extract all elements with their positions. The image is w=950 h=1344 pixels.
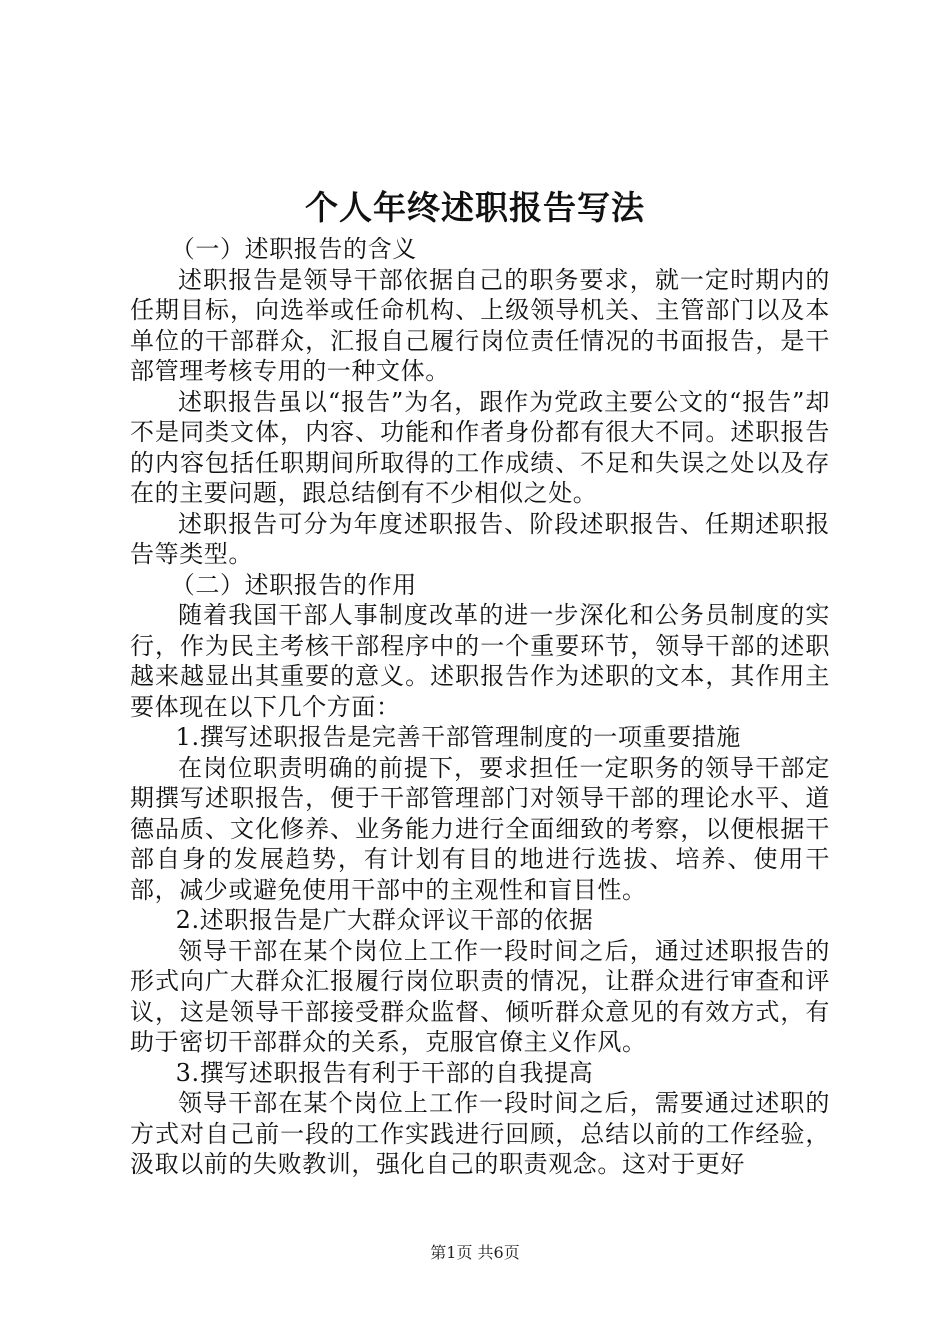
subheading-1: 1.撰写述职报告是完善干部管理制度的一项重要措施	[175, 723, 741, 751]
page-footer: 第1页 共6页	[430, 1243, 520, 1262]
section-heading-2: （二）述职报告的作用	[170, 570, 417, 599]
document-title: 个人年终述职报告写法	[305, 188, 645, 227]
body-paragraph: 述职报告可分为年度述职报告、阶段述职报告、任期述职报告等类型。	[130, 509, 830, 568]
body-paragraph: 述职报告是领导干部依据自己的职务要求，就一定时期内的任期目标，向选举或任命机构、上级领导机关、主管部门以及本单位的干部群众，汇报自己履行岗位责任情况的书面报告，是干部管理考核专用的一种文体。	[130, 265, 830, 385]
body-paragraph: 在岗位职责明确的前提下，要求担任一定职务的领导干部定期撰写述职报告，便于干部管理部门对领导干部的理论水平、道德品质、文化修养、业务能力进行全面细致的考察，以便根据干部自身的发展趋势，有计划有目的地进行选拔、培养、使用干部，减少或避免使用干部中的主观性和盲目性。	[130, 753, 830, 904]
subheading-3: 3.撰写述职报告有利于干部的自我提高	[175, 1058, 594, 1087]
section-heading-1: （一）述职报告的含义	[170, 235, 417, 263]
body-paragraph: 述职报告虽以“报告”为名，跟作为党政主要公文的“报告”却不是同类文体，内容、功能和作者身份都有很大不同。述职报告的内容包括任职期间所取得的工作成绩、不足和失误之处以及存在的主要问题，跟总结倒有不少相似之处。	[130, 387, 830, 507]
body-paragraph: 随着我国干部人事制度改革的进一步深化和公务员制度的实行，作为民主考核干部程序中的一个重要环节，领导干部的述职越来越显出其重要的意义。述职报告作为述职的文本，其作用主要体现在以下几个方面：	[130, 601, 830, 721]
document-body	[130, 234, 830, 1180]
body-paragraph: 领导干部在某个岗位上工作一段时间之后，通过述职报告的形式向广大群众汇报履行岗位职责的情况，让群众进行审查和评议，这是领导干部接受群众监督、倾听群众意见的有效方式，有助于密切干部群众的关系，克服官僚主义作风。	[130, 936, 830, 1056]
subheading-2: 2.述职报告是广大群众评议干部的依据	[175, 906, 594, 934]
body-paragraph: 领导干部在某个岗位上工作一段时间之后，需要通过述职的方式对自己前一段的工作实践进行回顾，总结以前的工作经验，汲取以前的失败教训，强化自己的职责观念。这对于更好	[130, 1089, 830, 1178]
